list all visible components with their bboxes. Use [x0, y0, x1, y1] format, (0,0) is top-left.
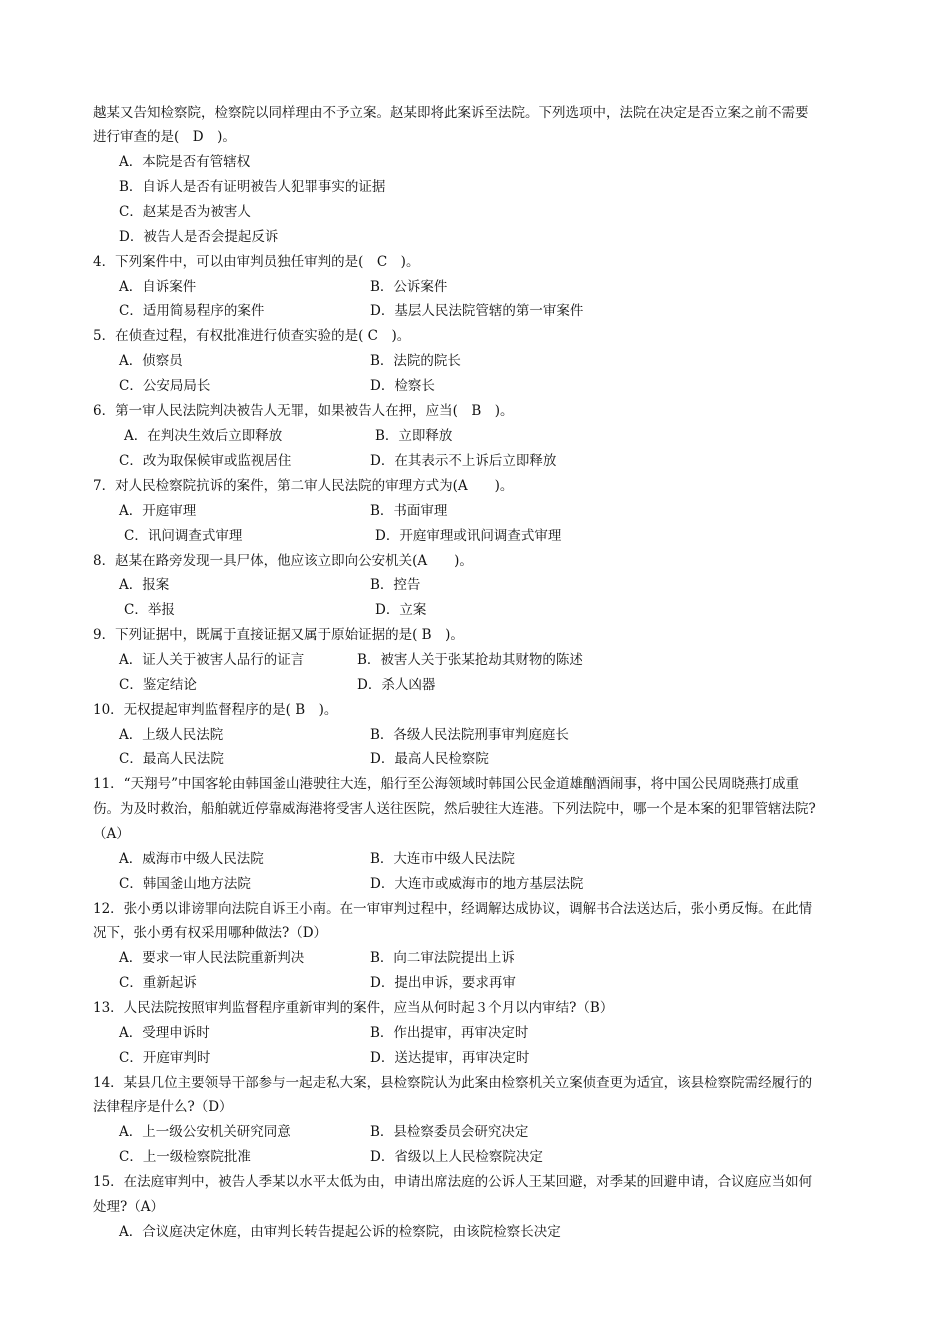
question-10-stem: 10．无权提起审判监督程序的是( B )。	[93, 702, 338, 718]
question-9-option-a: A．证人关于被害人品行的证言	[119, 652, 305, 668]
question-12-option-c: C．重新起诉	[119, 975, 197, 991]
question-7-option-b: B．书面审理	[370, 503, 448, 519]
question-4-option-b: B．公诉案件	[370, 279, 448, 295]
question-9-option-d: D．杀人凶器	[357, 677, 436, 693]
question-7-option-a: A．开庭审理	[119, 503, 197, 519]
question-14-option-d: D．省级以上人民检察院决定	[370, 1149, 543, 1165]
question-8-option-c: C．举报	[124, 602, 175, 618]
question-6-option-c: C．改为取保候审或监视居住	[119, 453, 292, 469]
question-11-stem-line-2: 伤。为及时救治，船舶就近停靠威海港将受害人送往医院，然后驶往大连港。下列法院中，哪一个是本案的犯罪管辖法院?	[93, 801, 816, 817]
question-5-stem: 5．在侦查过程，有权批准进行侦查实验的是( C )。	[93, 328, 411, 344]
question-3-stem-line-2: 进行审查的是( D )。	[93, 129, 236, 145]
question-13-option-d: D．送达提审，再审决定时	[370, 1050, 530, 1066]
question-12-option-d: D．提出申诉，要求再审	[370, 975, 516, 991]
question-7-stem: 7．对人民检察院抗诉的案件，第二审人民法院的审理方式为(A )。	[93, 478, 514, 494]
question-13-option-c: C．开庭审判时	[119, 1050, 211, 1066]
question-6-stem: 6．第一审人民法院判决被告人无罪，如果被告人在押，应当( B )。	[93, 403, 514, 419]
question-5-option-c: C．公安局局长	[119, 378, 211, 394]
question-15-stem-line-1: 15．在法庭审判中，被告人季某以水平太低为由，申请出席法庭的公诉人王某回避，对季某的回避申请，合议庭应当如何	[93, 1174, 813, 1190]
question-11-option-a: A．威海市中级人民法院	[119, 851, 264, 867]
question-9-option-c: C．鉴定结论	[119, 677, 197, 693]
question-13-option-a: A．受理申诉时	[119, 1025, 210, 1041]
question-13-option-b: B．作出提审，再审决定时	[370, 1025, 529, 1041]
question-3-option-b: B．自诉人是否有证明被告人犯罪事实的证据	[119, 179, 386, 195]
question-6-option-d: D．在其表示不上诉后立即释放	[370, 453, 557, 469]
question-8-option-d: D．立案	[375, 602, 427, 618]
question-6-option-a: A．在判决生效后立即释放	[124, 428, 283, 444]
question-11-option-c: C．韩国釜山地方法院	[119, 876, 251, 892]
question-7-option-c: C．讯问调查式审理	[124, 528, 243, 544]
question-10-option-c: C．最高人民法院	[119, 751, 224, 767]
question-3-stem-line-1: 越某又告知检察院，检察院以同样理由不予立案。赵某即将此案诉至法院。下列选项中，法院在决定是否立案之前不需要	[93, 105, 809, 121]
question-12-stem-line-1: 12．张小勇以诽谤罪向法院自诉王小南。在一审审判过程中，经调解达成协议，调解书合法送达后，张小勇反悔。在此情	[93, 901, 813, 917]
question-11-stem-line-1: 11．“天翔号”中国客轮由韩国釜山港驶往大连，船行至公海领域时韩国公民金道雄酗酒闹事，将中国公民周晓燕打成重	[93, 776, 799, 792]
question-6-option-b: B．立即释放	[375, 428, 453, 444]
question-14-option-c: C．上一级检察院批准	[119, 1149, 251, 1165]
question-14-stem-line-2: 法律程序是什么?（D）	[93, 1099, 233, 1115]
question-12-stem-line-2: 况下，张小勇有权采用哪种做法?（D）	[93, 925, 328, 941]
question-10-option-b: B．各级人民法院刑事审判庭庭长	[370, 727, 569, 743]
question-4-option-c: C．适用简易程序的案件	[119, 303, 265, 319]
question-11-option-d: D．大连市或威海市的地方基层法院	[370, 876, 584, 892]
question-7-option-d: D．开庭审理或讯问调查式审理	[375, 528, 562, 544]
question-5-option-a: A．侦察员	[119, 353, 183, 369]
question-3-option-a: A．本院是否有管辖权	[119, 154, 251, 170]
question-4-option-a: A．自诉案件	[119, 279, 197, 295]
question-9-option-b: B．被害人关于张某抢劫其财物的陈述	[357, 652, 583, 668]
question-10-option-a: A．上级人民法院	[119, 727, 224, 743]
question-4-stem: 4．下列案件中，可以由审判员独任审判的是( C )。	[93, 254, 420, 270]
question-15-stem-line-2: 处理?（A）	[93, 1199, 164, 1215]
question-8-stem: 8．赵某在路旁发现一具尸体，他应该立即向公安机关(A )。	[93, 553, 473, 569]
question-3-option-d: D．被告人是否会提起反诉	[119, 229, 279, 245]
question-4-option-d: D．基层人民法院管辖的第一审案件	[370, 303, 584, 319]
question-8-option-a: A．报案	[119, 577, 170, 593]
question-12-option-b: B．向二审法院提出上诉	[370, 950, 515, 966]
question-14-option-b: B．县检察委员会研究决定	[370, 1124, 529, 1140]
question-14-option-a: A．上一级公安机关研究同意	[119, 1124, 291, 1140]
question-11-answer: （A）	[93, 826, 130, 842]
question-5-option-b: B．法院的院长	[370, 353, 461, 369]
question-12-option-a: A．要求一审人民法院重新判决	[119, 950, 305, 966]
question-15-option-a: A．合议庭决定休庭，由审判长转告提起公诉的检察院，由该院检察长决定	[119, 1224, 561, 1240]
question-9-stem: 9．下列证据中，既属于直接证据又属于原始证据的是( B )。	[93, 627, 464, 643]
question-14-stem-line-1: 14．某县几位主要领导干部参与一起走私大案，县检察院认为此案由检察机关立案侦查更为适宜，该县检察院需经履行的	[93, 1075, 813, 1091]
question-11-option-b: B．大连市中级人民法院	[370, 851, 515, 867]
question-8-option-b: B．控告	[370, 577, 421, 593]
question-3-option-c: C．赵某是否为被害人	[119, 204, 251, 220]
question-5-option-d: D．检察长	[370, 378, 435, 394]
question-13-stem: 13．人民法院按照审判监督程序重新审判的案件，应当从何时起３个月以内审结?（B）	[93, 1000, 614, 1016]
question-10-option-d: D．最高人民检察院	[370, 751, 489, 767]
